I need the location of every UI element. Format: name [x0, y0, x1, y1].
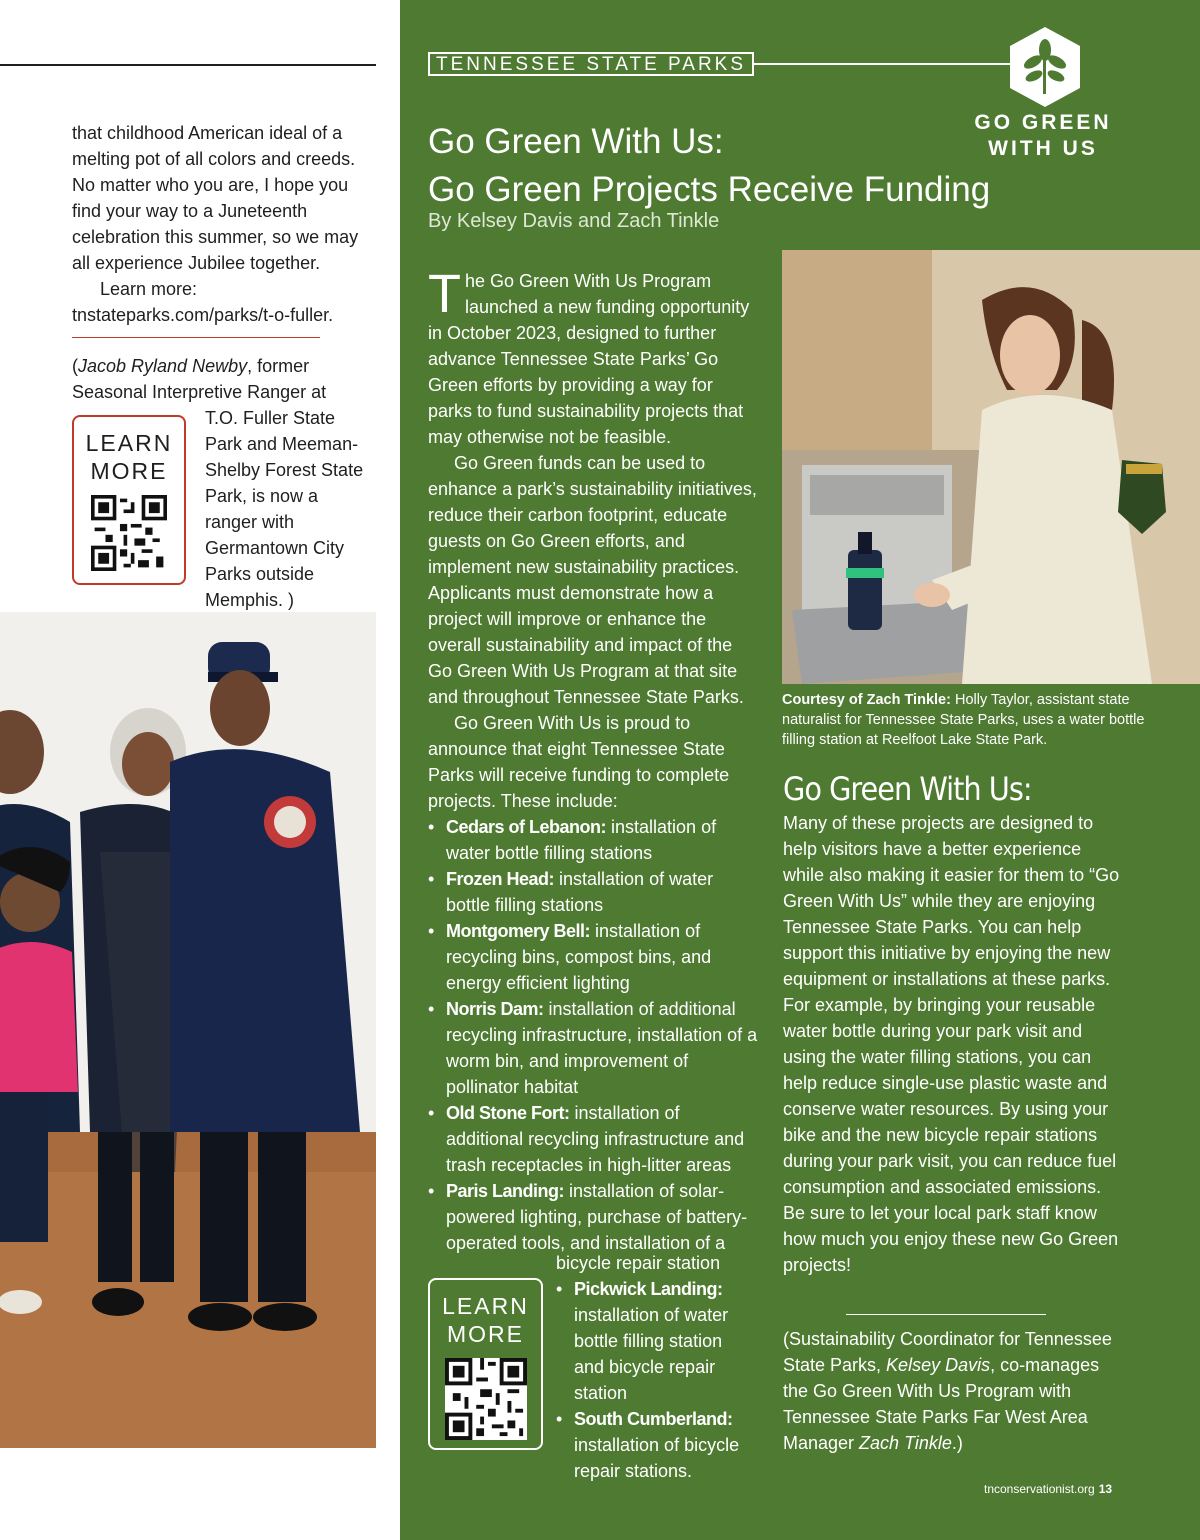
paragraph-1-text: he Go Green With Us Program launched a new funding opportunity in October 2023, designed to further advance Tennessee State Parks’ Go Green efforts by providing a way for parks to fund sustainability projects that may otherwise not be feasible.: [428, 271, 750, 447]
list-item: [428, 814, 758, 866]
list-item: [428, 1100, 758, 1178]
project-list: [428, 814, 758, 1256]
list-item-continued: bicycle repair station: [556, 1253, 721, 1273]
left-article-text: [72, 120, 372, 328]
badge-line-2: WITH US: [988, 137, 1098, 160]
footer-site[interactable]: tnconservationist.org: [984, 1482, 1095, 1496]
qr-label-line-1: LEARN: [442, 1293, 529, 1319]
qr-label: [74, 429, 184, 485]
left-paragraph: that childhood American ideal of a melting pot of all colors and creeds. No matter who you are, I hope you find your way to a Juneteenth celebration this summer, so we may all experience Jubilee together.: [72, 123, 359, 273]
project-list-continued: [556, 1250, 756, 1484]
qr-label-line-2: MORE: [447, 1321, 524, 1347]
project-desc: installation of water bottle filling stations: [446, 869, 714, 915]
list-item: [428, 1178, 758, 1256]
paragraph-2: Go Green funds can be used to enhance a park’s sustainability initiatives, reduce their carbon footprint, educate guests on Go Green efforts, and implement new sustainability practices. Applicants must demonstrate how a project will improve or enhance the overall sustainability and impact of the Go Green With Us Program at that site and throughout Tennessee State Parks.: [428, 453, 757, 707]
paragraph-3: Go Green With Us is proud to announce that eight Tennessee State Parks will receive funding to complete projects. These include:: [428, 713, 730, 811]
project-name: Cedars of Lebanon:: [446, 817, 607, 837]
badge-line-1: GO GREEN: [974, 111, 1112, 134]
go-green-leaf-icon: [1008, 26, 1082, 108]
water-station-photo: [782, 250, 1200, 684]
learn-more-qr-box-right[interactable]: [428, 1278, 543, 1450]
qr-label: [430, 1292, 541, 1348]
project-desc: installation of recycling bins, compost bins, and energy efficient lighting: [446, 921, 712, 993]
project-desc: installation of bicycle repair stations.: [574, 1435, 740, 1481]
article-body: [428, 264, 758, 1256]
bio-text-a: , former Seasonal Interpretive Ranger at: [72, 356, 327, 402]
drop-cap: T: [428, 264, 461, 324]
page-number: 13: [1098, 1482, 1113, 1496]
list-item: [428, 866, 758, 918]
list-item: [556, 1276, 756, 1406]
photo-caption: [782, 690, 1172, 750]
project-name: Paris Landing:: [446, 1181, 565, 1201]
project-list-2: [556, 1276, 756, 1484]
learn-more-qr-box-left[interactable]: [72, 415, 186, 585]
section-banner: TENNESSEE STATE PARKS: [428, 52, 754, 76]
juneteenth-family-photo: [0, 612, 376, 1448]
project-name: Norris Dam:: [446, 999, 544, 1019]
bio-paren: (: [72, 356, 78, 376]
banner-rule: [754, 63, 1014, 65]
bio-author-name: Jacob Ryland Newby: [78, 356, 248, 376]
page-footer: [984, 1482, 1112, 1496]
project-desc: installation of water bottle filling stations: [446, 817, 717, 863]
bio-text-b: , co-manages the Go Green With Us Program with Tennessee State Parks Far West Area Manager: [783, 1355, 1100, 1453]
author-bio-bottom: T.O. Fuller State Park and Meeman-Shelby Forest State Park, is now a ranger with Germantown City Parks outside Memphis. ): [205, 408, 364, 610]
qr-label-line-1: LEARN: [85, 430, 173, 456]
project-desc: installation of solar-powered lighting, purchase of battery-operated tools, and installation of a: [446, 1181, 748, 1253]
author-bio-top: [72, 353, 372, 405]
divider-rule: [72, 337, 320, 338]
qr-code-icon[interactable]: [445, 1358, 527, 1440]
paragraph-1: [428, 264, 758, 450]
learn-more-link[interactable]: Learn more: tnstateparks.com/parks/t-o-fuller.: [72, 279, 334, 325]
article-title: [428, 118, 1028, 214]
project-name: South Cumberland:: [574, 1409, 733, 1429]
project-name: Frozen Head:: [446, 869, 555, 889]
bio-text-c: .): [951, 1433, 963, 1453]
title-line-2: Go Green Projects Receive Funding: [428, 170, 991, 209]
title-line-1: Go Green With Us:: [428, 122, 724, 161]
list-item: [428, 918, 758, 996]
byline: By Kelsey Davis and Zach Tinkle: [428, 210, 720, 232]
qr-label-line-2: MORE: [90, 458, 168, 484]
photo-credit: Courtesy of Zach Tinkle:: [782, 692, 951, 708]
family-photo-illustration: [0, 612, 376, 1448]
project-name: Old Stone Fort:: [446, 1103, 570, 1123]
project-name: Montgomery Bell:: [446, 921, 591, 941]
top-rule: [0, 64, 376, 66]
project-desc: installation of additional recycling infrastructure, installation of a worm bin, and improvement of pollinator habitat: [446, 999, 758, 1097]
project-desc: installation of additional recycling infrastructure and trash receptacles in high-litter areas: [446, 1103, 745, 1175]
qr-code-icon[interactable]: [91, 495, 167, 571]
water-station-illustration: [782, 250, 1200, 684]
caption-text: Holly Taylor, assistant state naturalist for Tennessee State Parks, uses a water bottle filling station at Reelfoot Lake State Park.: [782, 692, 1145, 748]
sidebar-author-bio: [783, 1326, 1123, 1456]
list-item: [556, 1406, 756, 1484]
bio-name-2: Zach Tinkle: [859, 1433, 952, 1453]
bio-name-1: Kelsey Davis: [886, 1355, 991, 1375]
sidebar-body: Many of these projects are designed to help visitors have a better experience while also making it easier for them to “Go Green With Us” while they are enjoying Tennessee State Parks. You can help support this initiative by enjoying the new equipment or installations at these parks. For example, by bringing your reusable water bottle during your park visit and using the water filling stations, you can help reduce single-use plastic waste and conserve water resources. By using your bike and the new bicycle repair stations during your park visit, you can reduce fuel consumption and associated emissions. Be sure to let your local park staff know how much you enjoy these new Go Green projects!: [783, 813, 1120, 1275]
project-desc: installation of water bottle filling station and bicycle repair station: [574, 1305, 729, 1403]
list-item: [428, 996, 758, 1100]
bio-text-a: (Sustainability Coordinator for Tennessee State Parks,: [783, 1329, 1112, 1375]
sidebar-divider: [846, 1314, 1046, 1315]
sidebar-subhead: Go Green With Us:: [783, 770, 1032, 808]
project-name: Pickwick Landing:: [574, 1279, 723, 1299]
